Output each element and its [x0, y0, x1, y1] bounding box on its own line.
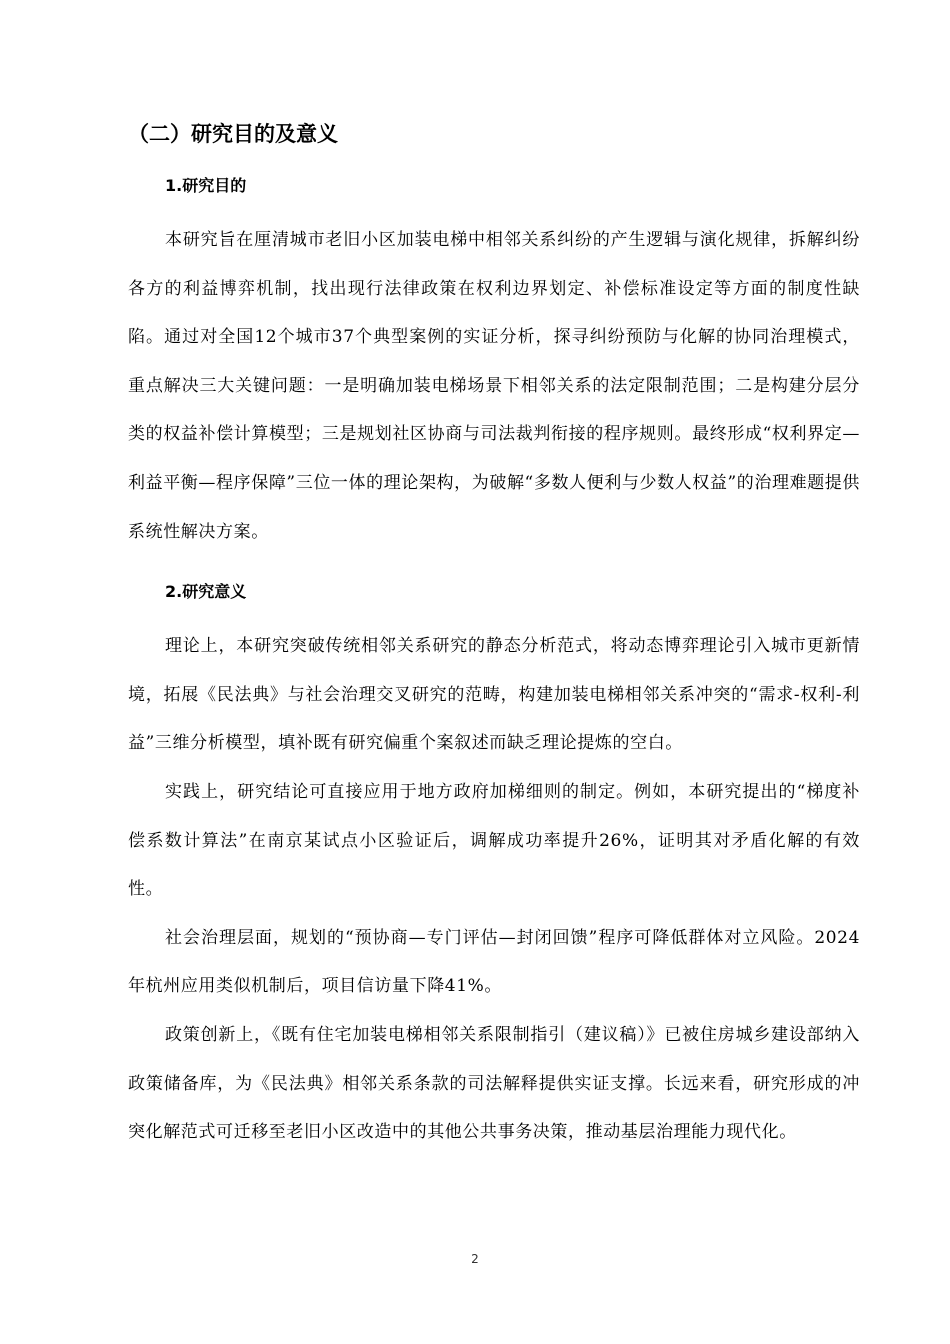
significance-paragraph-theory: 理论上，本研究突破传统相邻关系研究的静态分析范式，将动态博弈理论引入城市更新情境，拓展《民法典》与社会治理交叉研究的范畴，构建加装电梯相邻关系冲突的“需求-权利-利益”三维分析模型，填补既有研究偏重个案叙述而缺乏理论提炼的空白。	[128, 636, 860, 754]
significance-paragraph-governance: 社会治理层面，规划的“预协商—专门评估—封闭回馈”程序可降低群体对立风险。2024年杭州应用类似机制后，项目信访量下降41%。	[128, 927, 860, 997]
document-body	[128, 112, 860, 1157]
page-number: 2	[471, 1252, 479, 1266]
purpose-paragraph: 本研究旨在厘清城市老旧小区加装电梯中相邻关系纠纷的产生逻辑与演化规律，拆解纠纷各方的利益博弈机制，找出现行法律政策在权利边界划定、补偿标准设定等方面的制度性缺陷。通过对全国12个城市37个典型案例的实证分析，探寻纠纷预防与化解的协同治理模式，重点解决三大关键问题：一是明确加装电梯场景下相邻关系的法定限制范围；二是构建分层分类的权益补偿计算模型；三是规划社区协商与司法裁判衔接的程序规则。最终形成“权利界定—利益平衡—程序保障”三位一体的理论架构，为破解“多数人便利与少数人权益”的治理难题提供系统性解决方案。	[128, 230, 860, 542]
significance-heading: 2.研究意义	[165, 582, 247, 602]
significance-paragraph-practice: 实践上，研究结论可直接应用于地方政府加梯细则的制定。例如，本研究提出的“梯度补偿系数计算法”在南京某试点小区验证后，调解成功率提升26%，证明其对矛盾化解的有效性。	[128, 781, 860, 900]
section-title: （二）研究目的及意义	[128, 122, 338, 146]
purpose-heading: 1.研究目的	[165, 176, 247, 195]
significance-paragraph-policy: 政策创新上，《既有住宅加装电梯相邻关系限制指引（建议稿）》已被住房城乡建设部纳入政策储备库，为《民法典》相邻关系条款的司法解释提供实证支撑。长远来看，研究形成的冲突化解范式可迁移至老旧小区改造中的其他公共事务决策，推动基层治理能力现代化。	[128, 1024, 860, 1143]
